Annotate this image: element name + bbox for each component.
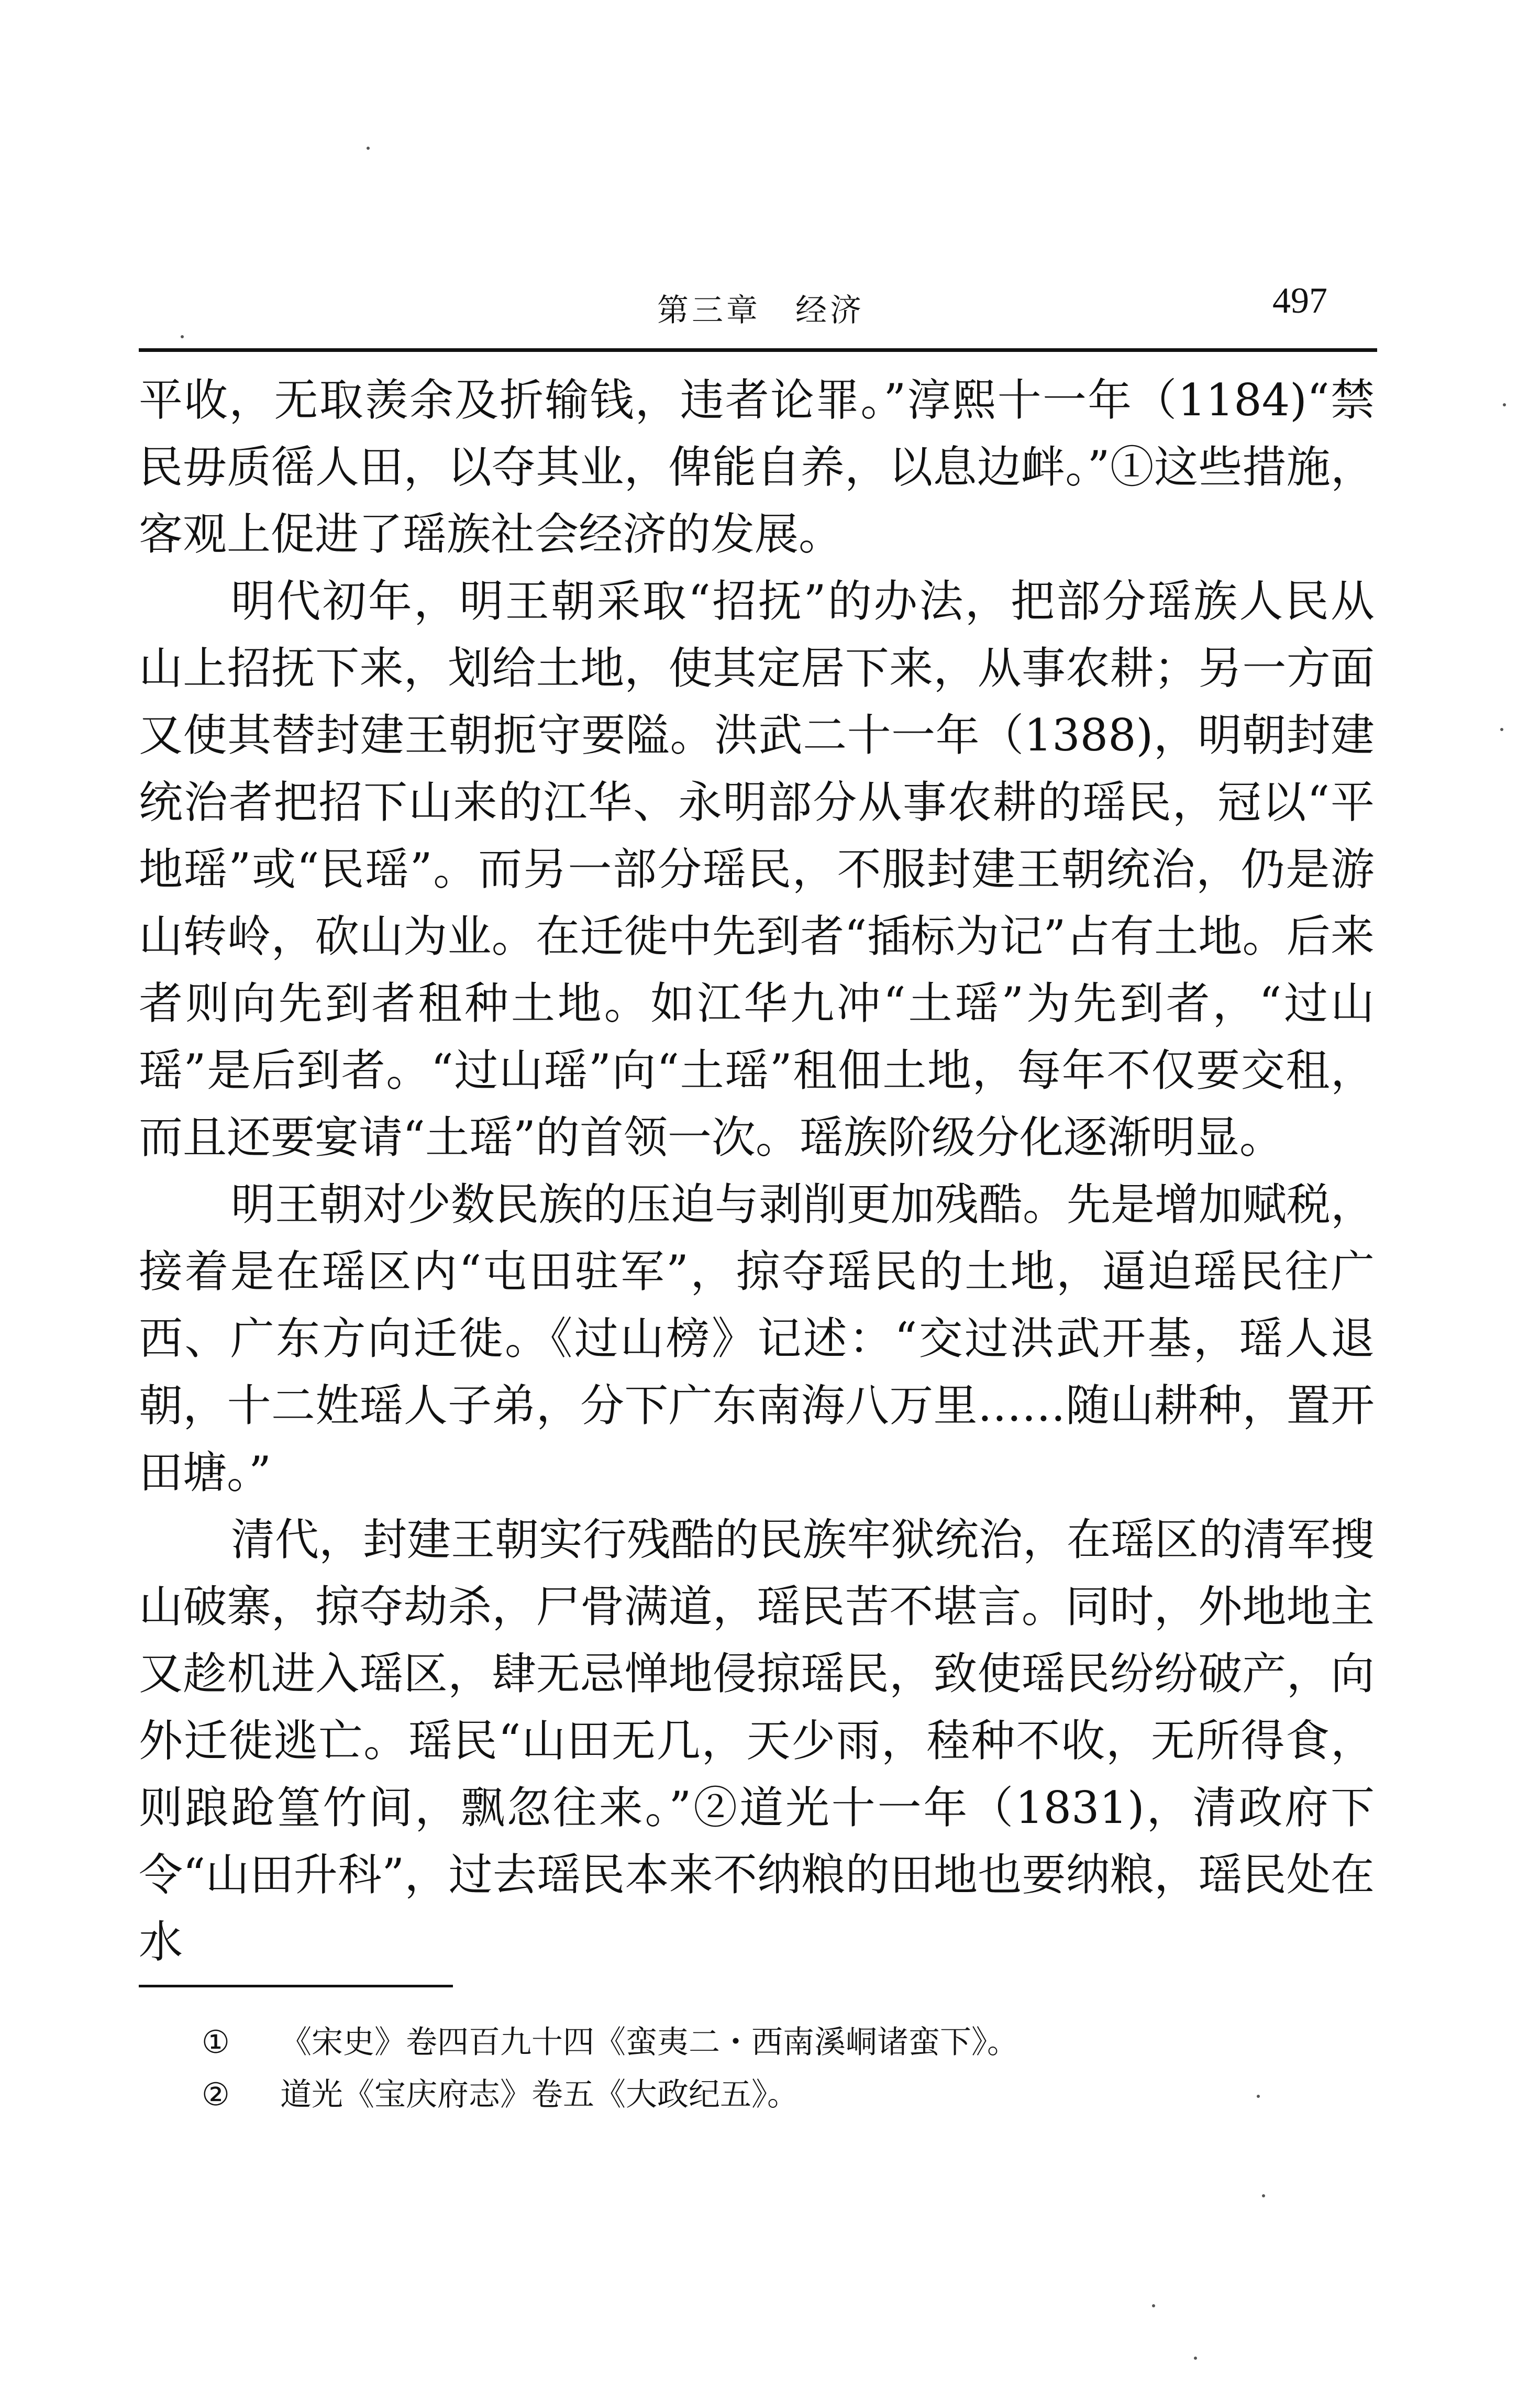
- footnote-1: [202, 2016, 1354, 2069]
- scan-speck: [1257, 2095, 1260, 2098]
- footnote-mark: ①: [202, 2024, 230, 2061]
- scan-speck: [367, 147, 370, 150]
- chapter-title: 第三章 经济: [657, 292, 865, 329]
- paragraph-3: 明王朝对少数民族的压迫与剥削更加残酷。先是增加赋税，接着是在瑶区内“屯田驻军”，掠夺瑶民的土地，逼迫瑶民往广西、广东方向迁徙。《过山榜》记述：“交过洪武开基，瑶人退朝，十二姓瑶人子弟，分下广东南海八万里……随山耕种，置开田塘。”: [139, 1179, 1375, 1498]
- paragraph-4: 清代，封建王朝实行残酷的民族牢狱统治，在瑶区的清军搜山破寨，掠夺劫杀，尸骨满道，瑶民苦不堪言。同时，外地地主又趁机进入瑶区，肆无忌惮地侵掠瑶民，致使瑶民纷纷破产，向外迁徙逃亡。瑶民“山田无几，天少雨，稑种不收，无所得食，则踉跄篁竹间，飘忽往来。”②道光十一年（1831)，清政府下令“山田升科”，过去瑶民本来不纳粮的田地也要纳粮，瑶民处在水: [139, 1514, 1375, 1967]
- footnote-text: 道光《宝庆府志》卷五《大政纪五》。: [280, 2076, 799, 2113]
- page-number: 497: [1272, 281, 1327, 321]
- scan-speck: [181, 335, 184, 338]
- footnotes: [202, 2016, 1354, 2121]
- scan-speck: [1500, 728, 1503, 731]
- footnote-rule: [139, 1985, 453, 1987]
- body-text: [139, 367, 1375, 1975]
- paragraph-2: 明代初年，明王朝采取“招抚”的办法，把部分瑶族人民从山上招抚下来，划给土地，使其定居下来，从事农耕；另一方面又使其替封建王朝扼守要隘。洪武二十一年（1388)，明朝封建统治者把招下山来的江华、永明部分从事农耕的瑶民，冠以“平地瑶”或“民瑶”。而另一部分瑶民，不服封建王朝统治，仍是游山转岭，砍山为业。在迁徙中先到者“插标为记”占有土地。后来者则向先到者租种土地。如江华九冲“土瑶”为先到者，“过山瑶”是后到者。“过山瑶”向“土瑶”租佃土地，每年不仅要交租，而且还要宴请“土瑶”的首领一次。瑶族阶级分化逐渐明显。: [139, 576, 1375, 1163]
- scan-speck: [1262, 2194, 1265, 2197]
- header-rule: [139, 348, 1377, 352]
- footnote-text: 《宋史》卷四百九十四《蛮夷二・西南溪峒诸蛮下》。: [280, 2024, 1018, 2061]
- footnote-2: [202, 2069, 1354, 2121]
- scan-speck: [1152, 2304, 1155, 2307]
- footnote-mark: ②: [202, 2076, 230, 2113]
- paragraph-1: 平收，无取羡余及折输钱，违者论罪。”淳熙十一年（1184)“禁民毋质徭人田，以夺其业，俾能自养，以息边衅。”①这些措施，客观上促进了瑶族社会经济的发展。: [139, 374, 1375, 560]
- scan-speck: [1194, 2357, 1197, 2360]
- running-head: [139, 272, 1375, 335]
- scan-speck: [1503, 403, 1506, 406]
